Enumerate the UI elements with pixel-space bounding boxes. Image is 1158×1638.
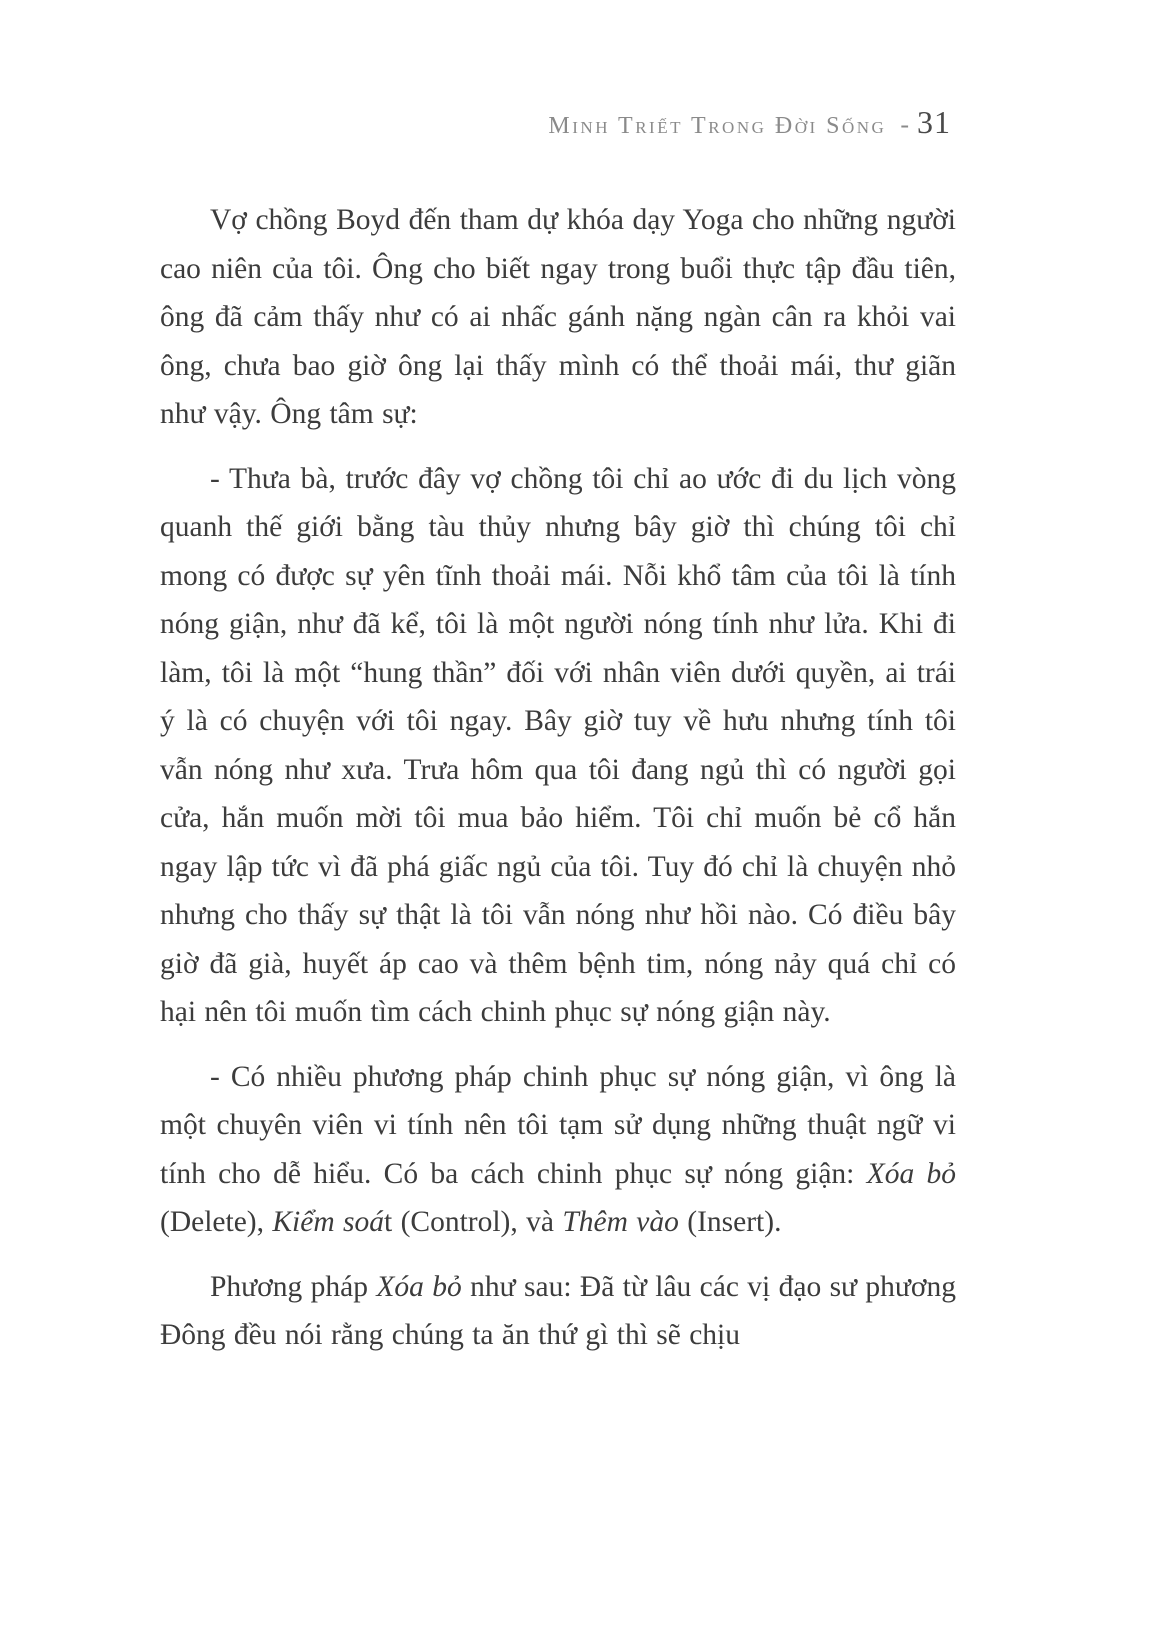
paragraph-text: - Có nhiều phương pháp chinh phục sự nóng giận, vì ông là một chuyên viên vi tính nên tôi tạm sử dụng những thuật ngữ vi tính cho dễ hiểu. Có ba cách chinh phục sự nóng giận: [160, 1060, 956, 1190]
paragraph-text: như sau: Đã từ lâu các vị đạo sư phương Đông đều nói rằng chúng ta ăn thứ gì thì sẽ chịu [160, 1270, 957, 1351]
paragraph-text-italic: Thêm vào [562, 1206, 679, 1238]
page-number: 31 [917, 104, 951, 140]
paragraph-text: t (Control), và [384, 1206, 563, 1238]
paragraph-text: Phương pháp [210, 1270, 377, 1303]
page-header [160, 104, 951, 141]
paragraph-text-italic: Xóa bỏ [866, 1157, 956, 1190]
paragraph-text: (Insert). [678, 1206, 782, 1238]
paragraph [160, 1053, 956, 1247]
running-title: Minh Triết Trong Đời Sống [548, 113, 887, 139]
paragraph [160, 455, 956, 1037]
paragraph-text-italic: Kiểm soá [272, 1206, 384, 1238]
paragraph-text: (Delete), [160, 1206, 273, 1238]
paragraph [160, 1263, 956, 1360]
page-body [160, 196, 956, 1376]
paragraph [160, 196, 956, 439]
page-number-separator: - [900, 110, 909, 139]
paragraph-text: Vợ chồng Boyd đến tham dự khóa dạy Yoga cho những người cao niên của tôi. Ông cho biết ngay trong buổi thực tập đầu tiên, ông đã cảm thấy như có ai nhấc gánh nặng ngàn cân ra khỏi vai ông, chưa bao giờ ông lại thấy mình có thể thoải mái, thư giãn như vậy. Ông tâm sự: [160, 204, 956, 430]
paragraph-text-italic: Xóa bỏ [376, 1270, 462, 1303]
paragraph-text: - Thưa bà, trước đây vợ chồng tôi chỉ ao ước đi du lịch vòng quanh thế giới bằng tàu thủy nhưng bây giờ thì chúng tôi chỉ mong có được sự yên tĩnh thoải mái. Nỗi khổ tâm của tôi là tính nóng giận, như đã kể, tôi là một người nóng tính như lửa. Khi đi làm, tôi là một “hung thần” đối với nhân viên dưới quyền, ai trái ý là có chuyện với tôi ngay. Bây giờ tuy về hưu nhưng tính tôi vẫn nóng như xưa. Trưa hôm qua tôi đang ngủ thì có người gọi cửa, hắn muốn mời tôi mua bảo hiểm. Tôi chỉ muốn bẻ cổ hắn ngay lập tức vì đã phá giấc ngủ của tôi. Tuy đó chỉ là chuyện nhỏ nhưng cho thấy sự thật là tôi vẫn nóng như hồi nào. Có điều bây giờ đã già, huyết áp cao và thêm bệnh tim, nóng nảy quá chỉ có hại nên tôi muốn tìm cách chinh phục sự nóng giận này. [160, 462, 956, 1028]
